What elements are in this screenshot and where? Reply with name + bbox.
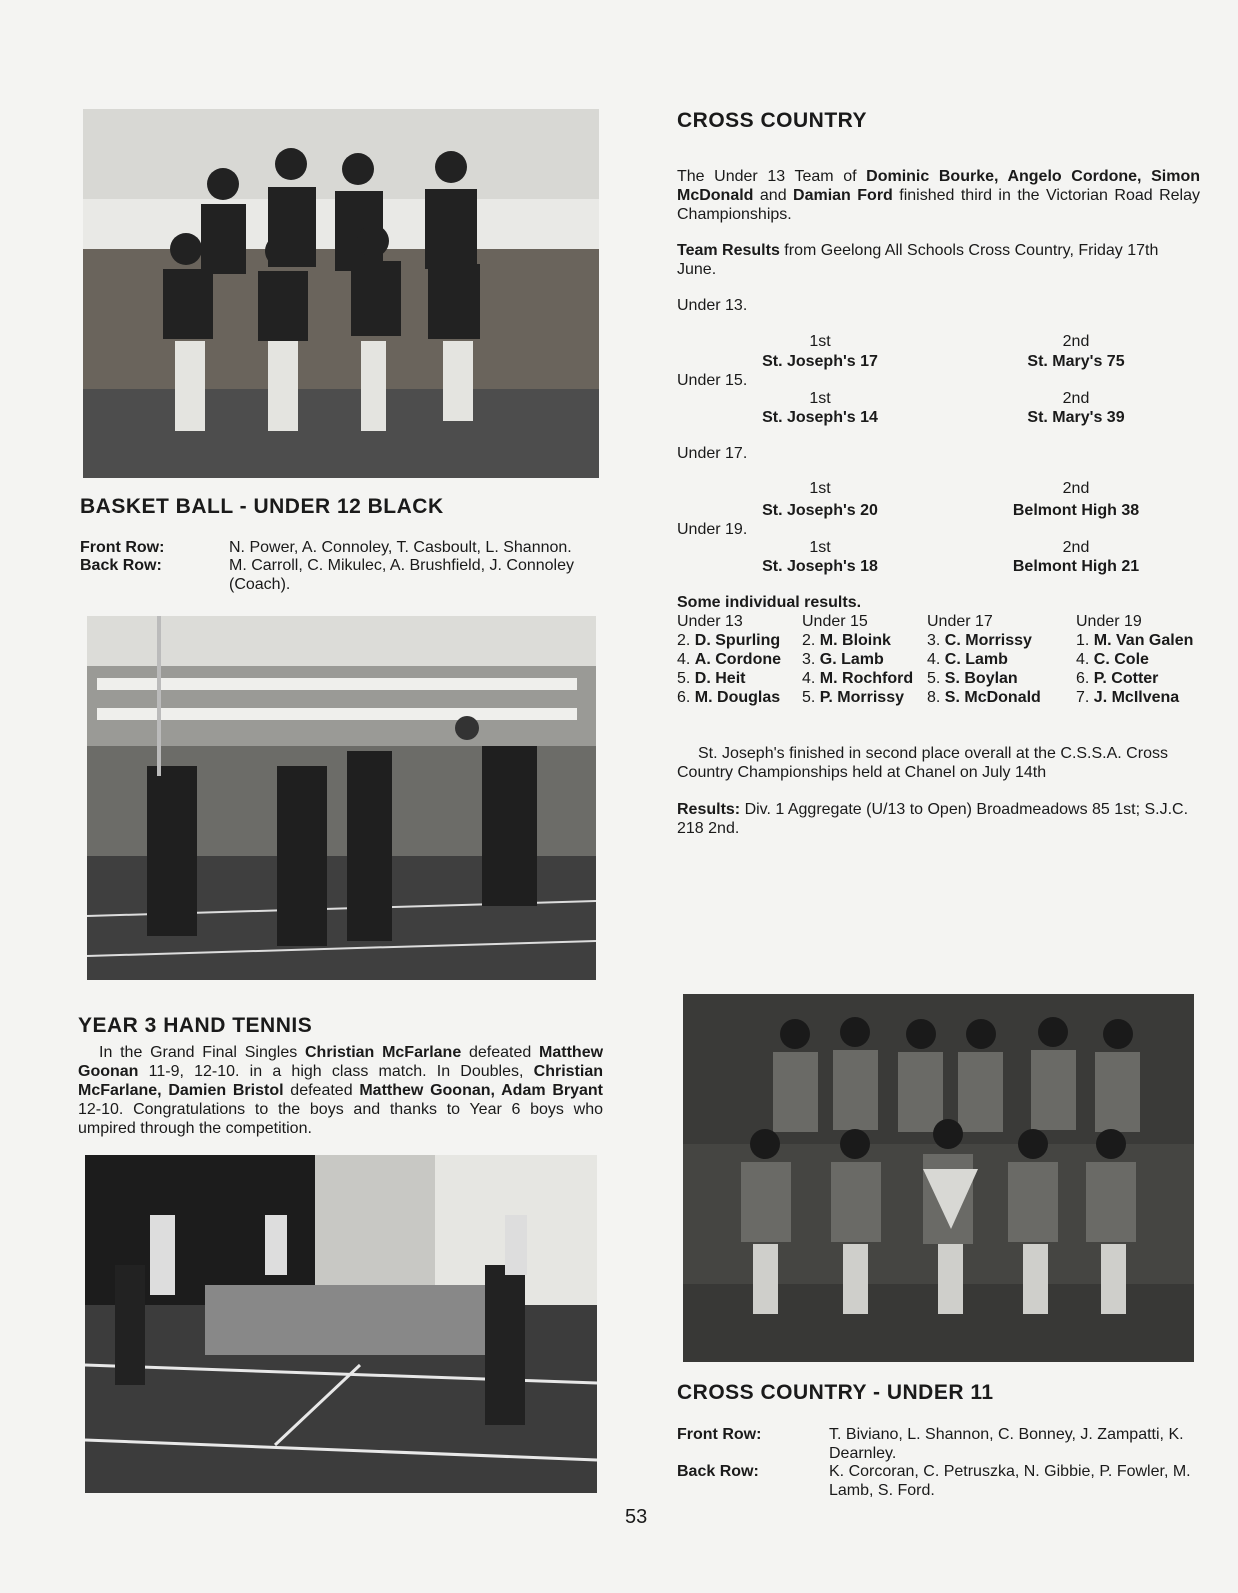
individual-column-under-13 xyxy=(677,612,781,707)
individual-place: 1. xyxy=(1076,632,1090,649)
individual-place: 2. xyxy=(677,632,691,649)
individual-name: P. Morrissy xyxy=(819,689,904,706)
individual-result xyxy=(677,631,781,650)
individual-name: M. Douglas xyxy=(694,689,781,706)
second-place-result: Belmont High 38 xyxy=(1012,502,1140,519)
hand-tennis-text xyxy=(78,1043,603,1138)
individual-column-under-19 xyxy=(1076,612,1193,707)
individual-result xyxy=(677,688,781,707)
basketball-team-photo xyxy=(83,109,599,478)
individual-place: 4. xyxy=(802,670,816,687)
individual-name: S. McDonald xyxy=(944,689,1041,706)
cross-country-under-11-photo xyxy=(683,994,1194,1362)
under-11-front-names: T. Biviano, L. Shannon, C. Bonney, J. Zampatti, K. Dearnley. xyxy=(829,1426,1184,1462)
individual-result xyxy=(802,650,913,669)
team-member-names: Damian Ford xyxy=(793,187,893,204)
individual-column-header: Under 19 xyxy=(1076,613,1142,630)
first-place-label: 1st xyxy=(809,539,831,556)
basketball-front-names: N. Power, A. Connoley, T. Casboult, L. Shannon. xyxy=(229,539,572,556)
individual-result xyxy=(802,669,913,688)
first-place-label: 1st xyxy=(809,390,831,407)
individual-results-heading: Some individual results. xyxy=(677,594,862,611)
cssa-results xyxy=(677,800,1197,838)
individual-place: 5. xyxy=(927,670,941,687)
results-text: Div. 1 Aggregate (U/13 to Open) Broadmeadows 85 1st; S.J.C. 218 2nd. xyxy=(677,801,1189,837)
group-label: Under 13. xyxy=(677,297,748,314)
individual-result xyxy=(802,688,913,707)
individual-result xyxy=(677,650,781,669)
individual-place: 5. xyxy=(802,689,816,706)
individual-name: S. Boylan xyxy=(944,670,1018,687)
individual-place: 6. xyxy=(1076,670,1090,687)
cross-country-intro-part: and xyxy=(753,187,794,204)
cross-country-intro-part: finished third in the Victorian Road Relay Championships. xyxy=(677,187,1200,223)
individual-result xyxy=(1076,669,1193,688)
group-label: Under 17. xyxy=(677,445,748,462)
results-label: Results: xyxy=(677,801,741,818)
individual-result xyxy=(927,650,1041,669)
individual-place: 3. xyxy=(802,651,816,668)
second-place-label: 2nd xyxy=(1062,539,1090,556)
individual-place: 8. xyxy=(927,689,941,706)
individual-name: M. Bloink xyxy=(819,632,891,649)
team-results-intro xyxy=(677,241,1200,279)
individual-column-header: Under 13 xyxy=(677,613,743,630)
hand-tennis-text-part: 12-10. Congratulations to the boys and thanks to Year 6 boys who umpired through the competition. xyxy=(78,1101,603,1137)
hand-tennis-text-part: defeated xyxy=(283,1082,360,1099)
individual-result xyxy=(677,669,781,688)
first-place-label: 1st xyxy=(809,333,831,350)
individual-name: M. Rochford xyxy=(819,670,914,687)
first-place-result: St. Joseph's 18 xyxy=(762,558,878,575)
hand-tennis-text-part: 11-9, 12-10. in a high class match. In Doubles, xyxy=(138,1063,534,1080)
individual-result xyxy=(1076,688,1193,707)
player-name: Christian McFarlane, Damien Bristol xyxy=(78,1063,603,1099)
cross-country-heading: CROSS COUNTRY xyxy=(677,109,868,132)
individual-column-header: Under 15 xyxy=(802,613,868,630)
cross-country-under-11-heading: CROSS COUNTRY - UNDER 11 xyxy=(677,1381,994,1404)
individual-name: C. Lamb xyxy=(944,651,1008,668)
second-place-label: 2nd xyxy=(1062,390,1090,407)
second-place-label: 2nd xyxy=(1062,333,1090,350)
basketball-back-label: Back Row: xyxy=(80,557,162,574)
team-results-label: Team Results xyxy=(677,242,780,259)
individual-result xyxy=(1076,650,1193,669)
basketball-heading: BASKET BALL - UNDER 12 BLACK xyxy=(80,495,444,518)
individual-place: 7. xyxy=(1076,689,1090,706)
individual-name: P. Cotter xyxy=(1093,670,1159,687)
second-place-result: St. Mary's 39 xyxy=(1027,409,1125,426)
individual-name: D. Spurling xyxy=(694,632,781,649)
individual-column-under-15 xyxy=(802,612,913,707)
cssa-championship-text: St. Joseph's finished in second place overall at the C.S.S.A. Cross Country Championships held at Chanel on July 14th xyxy=(677,745,1168,781)
first-place-result: St. Joseph's 17 xyxy=(762,353,878,370)
basketball-action-photo xyxy=(87,616,596,980)
group-label: Under 19. xyxy=(677,521,748,538)
basketball-front-label: Front Row: xyxy=(80,539,165,556)
hand-tennis-heading: YEAR 3 HAND TENNIS xyxy=(78,1014,313,1037)
under-11-front-label: Front Row: xyxy=(677,1426,762,1443)
individual-place: 5. xyxy=(677,670,691,687)
second-place-label: 2nd xyxy=(1062,480,1090,497)
page-number: 53 xyxy=(625,1506,648,1528)
individual-result xyxy=(927,688,1041,707)
individual-column-under-17 xyxy=(927,612,1041,707)
individual-place: 2. xyxy=(802,632,816,649)
individual-place: 4. xyxy=(677,651,691,668)
hand-tennis-text-part: In the Grand Final Singles xyxy=(99,1044,305,1061)
cross-country-intro-part: The Under 13 Team of xyxy=(677,168,867,185)
team-results-text: from Geelong All Schools Cross Country, Friday 17th June. xyxy=(677,242,1159,278)
second-place-result: Belmont High 21 xyxy=(1012,558,1140,575)
individual-result xyxy=(802,631,913,650)
individual-column-header: Under 17 xyxy=(927,613,993,630)
individual-place: 4. xyxy=(927,651,941,668)
under-11-back-label: Back Row: xyxy=(677,1463,759,1480)
player-name: Christian McFarlane xyxy=(304,1044,462,1061)
hand-tennis-photo xyxy=(85,1155,597,1493)
first-place-label: 1st xyxy=(809,480,831,497)
basketball-back-names: M. Carroll, C. Mikulec, A. Brushfield, J. Connoley (Coach). xyxy=(229,557,575,593)
group-label: Under 15. xyxy=(677,372,748,389)
first-place-result: St. Joseph's 20 xyxy=(762,502,878,519)
second-place-result: St. Mary's 75 xyxy=(1027,353,1125,370)
individual-place: 4. xyxy=(1076,651,1090,668)
individual-result xyxy=(927,631,1041,650)
individual-name: M. Van Galen xyxy=(1093,632,1194,649)
team-member-names: Dominic Bourke, Angelo Cordone, Simon McDonald xyxy=(677,168,1200,204)
individual-result xyxy=(1076,631,1193,650)
under-11-back-names: K. Corcoran, C. Petruszka, N. Gibbie, P. Fowler, M. Lamb, S. Ford. xyxy=(829,1463,1191,1499)
player-name: Matthew Goonan, Adam Bryant xyxy=(359,1082,604,1099)
cross-country-intro xyxy=(677,167,1200,224)
first-place-result: St. Joseph's 14 xyxy=(762,409,878,426)
individual-name: G. Lamb xyxy=(819,651,884,668)
individual-name: J. McIlvena xyxy=(1093,689,1180,706)
individual-result xyxy=(927,669,1041,688)
individual-name: D. Heit xyxy=(694,670,746,687)
individual-place: 3. xyxy=(927,632,941,649)
individual-name: A. Cordone xyxy=(694,651,782,668)
hand-tennis-text-part: defeated xyxy=(461,1044,540,1061)
player-name: Matthew Goonan xyxy=(78,1044,604,1080)
individual-name: C. Morrissy xyxy=(944,632,1032,649)
individual-place: 6. xyxy=(677,689,691,706)
individual-name: C. Cole xyxy=(1093,651,1149,668)
